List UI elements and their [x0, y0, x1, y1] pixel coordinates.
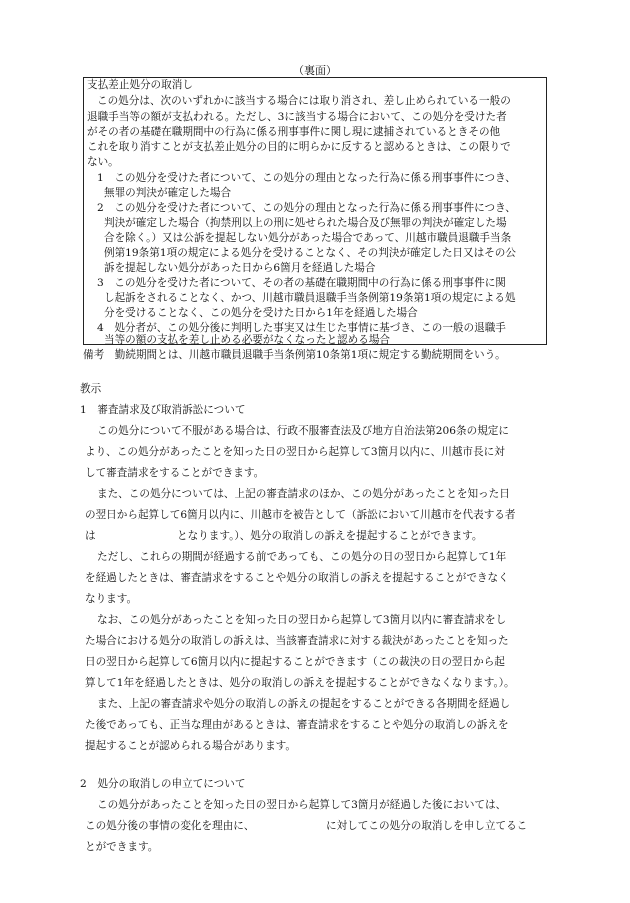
section1-p5-line: た後であっても、正当な理由があるときは、審査請求をすることや処分の取消しの訴えを: [85, 719, 509, 731]
box-item-2-line: 訴を提起しない処分があった日から6箇月を経過した場合: [104, 262, 376, 274]
section1-p5-line: 提起することが認められる場合があります。: [85, 740, 297, 752]
box-intro-line: ない。: [87, 156, 119, 168]
box-intro-line: この処分は、次のいずれかに該当する場合には取り消され、差し止められている一般の: [97, 95, 511, 107]
box-item-2-line: 2 この処分を受けた者について、この処分の理由となった行為に係る刑事事件につき、: [97, 202, 516, 214]
section1-p4-line: 算して1年を経過したときは、処分の取消しの訴えを提起することができなくなります。）。: [85, 677, 515, 689]
section1-p4-line: た場合における処分の取消しの訴えは、当該審査請求に対する裁決があったことを知った: [85, 635, 509, 647]
section1-p2-line: の翌日から起算して6箇月以内に、川越市を被告として（訴訟において川越市を代表する者: [85, 509, 516, 521]
section2-heading: 2 処分の取消しの申立てについて: [80, 778, 246, 790]
section1-p2-line-end: となります。）、処分の取消しの訴えを提起することができます。: [177, 530, 483, 542]
box-intro-line: これを取り消すことが支払差止処分の目的に明らかに反すると認めるときは、この限りで: [87, 141, 511, 153]
box-item-3-line: し起訴をされることなく、かつ、川越市職員退職手当条例第19条第1項の規定による処: [104, 292, 516, 304]
section1-p1-line: より、この処分があったことを知った日の翌日から起算して3箇月以内に、川越市長に対: [85, 446, 505, 458]
box-intro-line: がその者の基礎在職期間中の行為に係る刑事事件に関し現に逮捕されているときその他: [87, 126, 501, 138]
section1-p4-line: 日の翌日から起算して6箇月以内に提起することができます（この裁決の日の翌日から起: [85, 656, 505, 668]
section1-p1-line: して審査請求をすることができます。: [85, 467, 265, 479]
section1-p1-line: この処分について不服がある場合は、行政不服審査法及び地方自治法第206条の規定に: [97, 425, 509, 437]
section1-p2-line: また、この処分については、上記の審査請求のほか、この処分があったことを知った日: [97, 488, 510, 500]
section2-line-end: に対してこの処分の取消しを申し立てるこ: [326, 820, 528, 832]
box-item-4-line: 4 処分者が、この処分後に判明した事実又は生じた事情に基づき、この一般の退職手: [97, 322, 506, 334]
note-text: 備考 勤続期間とは、川越市職員退職手当条例第10条第1項に規定する勤続期間をいう。: [83, 349, 506, 361]
box-item-3-line: 3 この処分を受けた者について、その者の基礎在職期間中の行為に係る刑事事件に関: [97, 277, 506, 289]
section1-p3-line: を経過したときは、審査請求をすることや処分の取消しの訴えを提起することができなく: [85, 572, 509, 584]
section1-p3-line: なります。: [85, 593, 138, 605]
box-item-2-line: 合を除く。）又は公訴を提起しない処分があった場合であって、川越市職員退職手当条: [104, 232, 512, 244]
box-item-2-line: 判決が確定した場合（拘禁刑以上の刑に処せられた場合及び無罪の判決が確定した場: [104, 217, 507, 229]
box-intro-line: 退職手当等の額が支払われる。ただし、3に該当する場合において、この処分を受けた者: [87, 111, 507, 123]
box-item-4-line: 当等の額の支払を差し止める必要がなくなったと認める場合: [104, 334, 391, 346]
box-item-3-line: 分を受けることなく、この処分を受けた日から1年を経過した場合: [104, 307, 418, 319]
section2-line: とができます。: [85, 841, 159, 853]
box-title: 支払差止処分の取消し: [87, 79, 193, 91]
section1-p2-line-start: は: [85, 530, 96, 542]
page-side-label: （裏面）: [293, 64, 337, 77]
section1-p3-line: ただし、これらの期間が経過する前であっても、この処分の日の翌日から起算して1年: [97, 551, 507, 563]
box-item-1-line: 無罪の判決が確定した場合: [104, 187, 232, 199]
box-item-2-line: 例第19条第1項の規定による処分を受けることなく、その判決が確定した日又はその公: [104, 247, 516, 259]
section1-p4-line: なお、この処分があったことを知った日の翌日から起算して3箇月以内に審査請求をし: [97, 614, 507, 626]
section2-line-start: この処分後の事情の変化を理由に、: [85, 820, 255, 832]
box-item-1-line: 1 この処分を受けた者について、この処分の理由となった行為に係る刑事事件につき、: [97, 172, 516, 184]
section2-line: この処分があったことを知った日の翌日から起算して3箇月が経過した後においては、: [97, 799, 507, 811]
section1-p5-line: また、上記の審査請求や処分の取消しの訴えの提起をすることができる各期間を経過し: [97, 698, 511, 710]
notice-title: 教示: [80, 383, 102, 395]
section1-heading: 1 審査請求及び取消訴訟について: [80, 404, 246, 416]
